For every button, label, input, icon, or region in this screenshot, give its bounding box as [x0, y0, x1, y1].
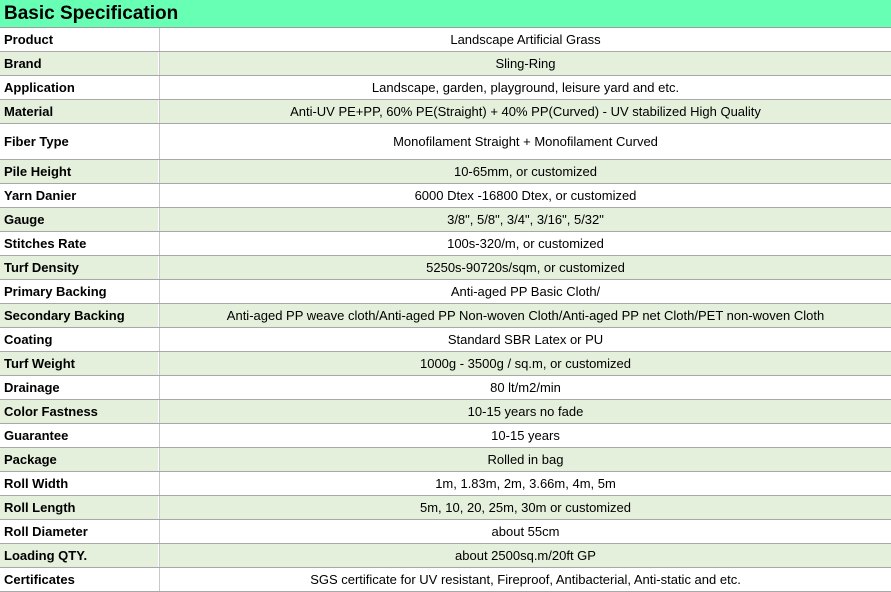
- row-value: 5m, 10, 20, 25m, 30m or customized: [420, 500, 631, 515]
- row-value: about 2500sq.m/20ft GP: [455, 548, 596, 563]
- row-label: Guarantee: [4, 428, 69, 443]
- row-label: Brand: [4, 56, 42, 71]
- table-row: [0, 184, 891, 208]
- row-label: Certificates: [4, 572, 75, 587]
- row-value: 1m, 1.83m, 2m, 3.66m, 4m, 5m: [435, 476, 616, 491]
- row-value: 80 lt/m2/min: [490, 380, 561, 395]
- row-label: Loading QTY.: [4, 548, 88, 563]
- row-value: Sling-Ring: [495, 56, 556, 71]
- row-label: Stitches Rate: [4, 236, 87, 251]
- table-row: [0, 520, 891, 544]
- row-label: Secondary Backing: [4, 308, 125, 323]
- row-label: Yarn Danier: [4, 188, 77, 203]
- table-row: [0, 424, 891, 448]
- row-value: 3/8", 5/8", 3/4", 3/16", 5/32": [447, 212, 604, 227]
- row-value: 5250s-90720s/sqm, or customized: [426, 260, 625, 275]
- row-value: 100s-320/m, or customized: [447, 236, 604, 251]
- row-label: Roll Length: [4, 500, 76, 515]
- table-row: [0, 544, 891, 568]
- row-label: Pile Height: [4, 164, 72, 179]
- row-label: Color Fastness: [4, 404, 98, 419]
- row-label: Turf Weight: [4, 356, 76, 371]
- spec-header: [0, 0, 891, 28]
- row-value: 10-15 years: [491, 428, 560, 443]
- table-row: [0, 160, 891, 184]
- row-label: Coating: [4, 332, 53, 347]
- row-label: Material: [4, 104, 54, 119]
- row-value: 10-65mm, or customized: [453, 164, 598, 179]
- table-row: [0, 52, 891, 76]
- table-row: [0, 76, 891, 100]
- table-row: [0, 448, 891, 472]
- table-row: [0, 568, 891, 592]
- row-value: Anti-aged PP Basic Cloth/: [450, 284, 601, 299]
- row-label: Fiber Type: [4, 134, 69, 149]
- table-row: [0, 256, 891, 280]
- row-label: Roll Width: [4, 476, 69, 491]
- row-value: about 55cm: [491, 524, 560, 539]
- row-label: Primary Backing: [4, 284, 107, 299]
- row-value: Anti-aged PP weave cloth/Anti-aged PP Non-woven Cloth/Anti-aged PP net Cloth/PET non-woven Cloth: [226, 308, 825, 323]
- row-value: Monofilament Straight + Monofilament Curved: [393, 134, 658, 149]
- table-row: [0, 208, 891, 232]
- row-label: Drainage: [4, 380, 60, 395]
- row-value: Landscape Artificial Grass: [450, 32, 601, 47]
- table-row: [0, 352, 891, 376]
- row-value: SGS certificate for UV resistant, Fireproof, Antibacterial, Anti-static and etc.: [310, 572, 741, 587]
- row-value: Rolled in bag: [487, 452, 564, 467]
- table-row: [0, 304, 891, 328]
- table-row: [0, 232, 891, 256]
- row-label: Product: [4, 32, 54, 47]
- table-row: [0, 28, 891, 52]
- table-row: [0, 328, 891, 352]
- row-label: Gauge: [4, 212, 45, 227]
- table-row: [0, 124, 891, 160]
- row-value: 6000 Dtex -16800 Dtex, or customized: [414, 188, 637, 203]
- row-label: Package: [4, 452, 57, 467]
- table-row: [0, 280, 891, 304]
- row-value: Anti-UV PE+PP, 60% PE(Straight) + 40% PP(Curved) - UV stabilized High Quality: [290, 104, 761, 119]
- table-row: [0, 376, 891, 400]
- row-label: Roll Diameter: [4, 524, 88, 539]
- table-row: [0, 472, 891, 496]
- page-title: Basic Specification: [4, 3, 179, 24]
- row-label: Application: [4, 80, 75, 95]
- row-label: Turf Density: [4, 260, 79, 275]
- table-row: [0, 400, 891, 424]
- table-row: [0, 496, 891, 520]
- row-value: 1000g - 3500g / sq.m, or customized: [419, 356, 631, 371]
- table-row: [0, 100, 891, 124]
- row-value: Landscape, garden, playground, leisure yard and etc.: [371, 80, 680, 95]
- row-value: Standard SBR Latex or PU: [447, 332, 604, 347]
- row-value: 10-15 years no fade: [467, 404, 584, 419]
